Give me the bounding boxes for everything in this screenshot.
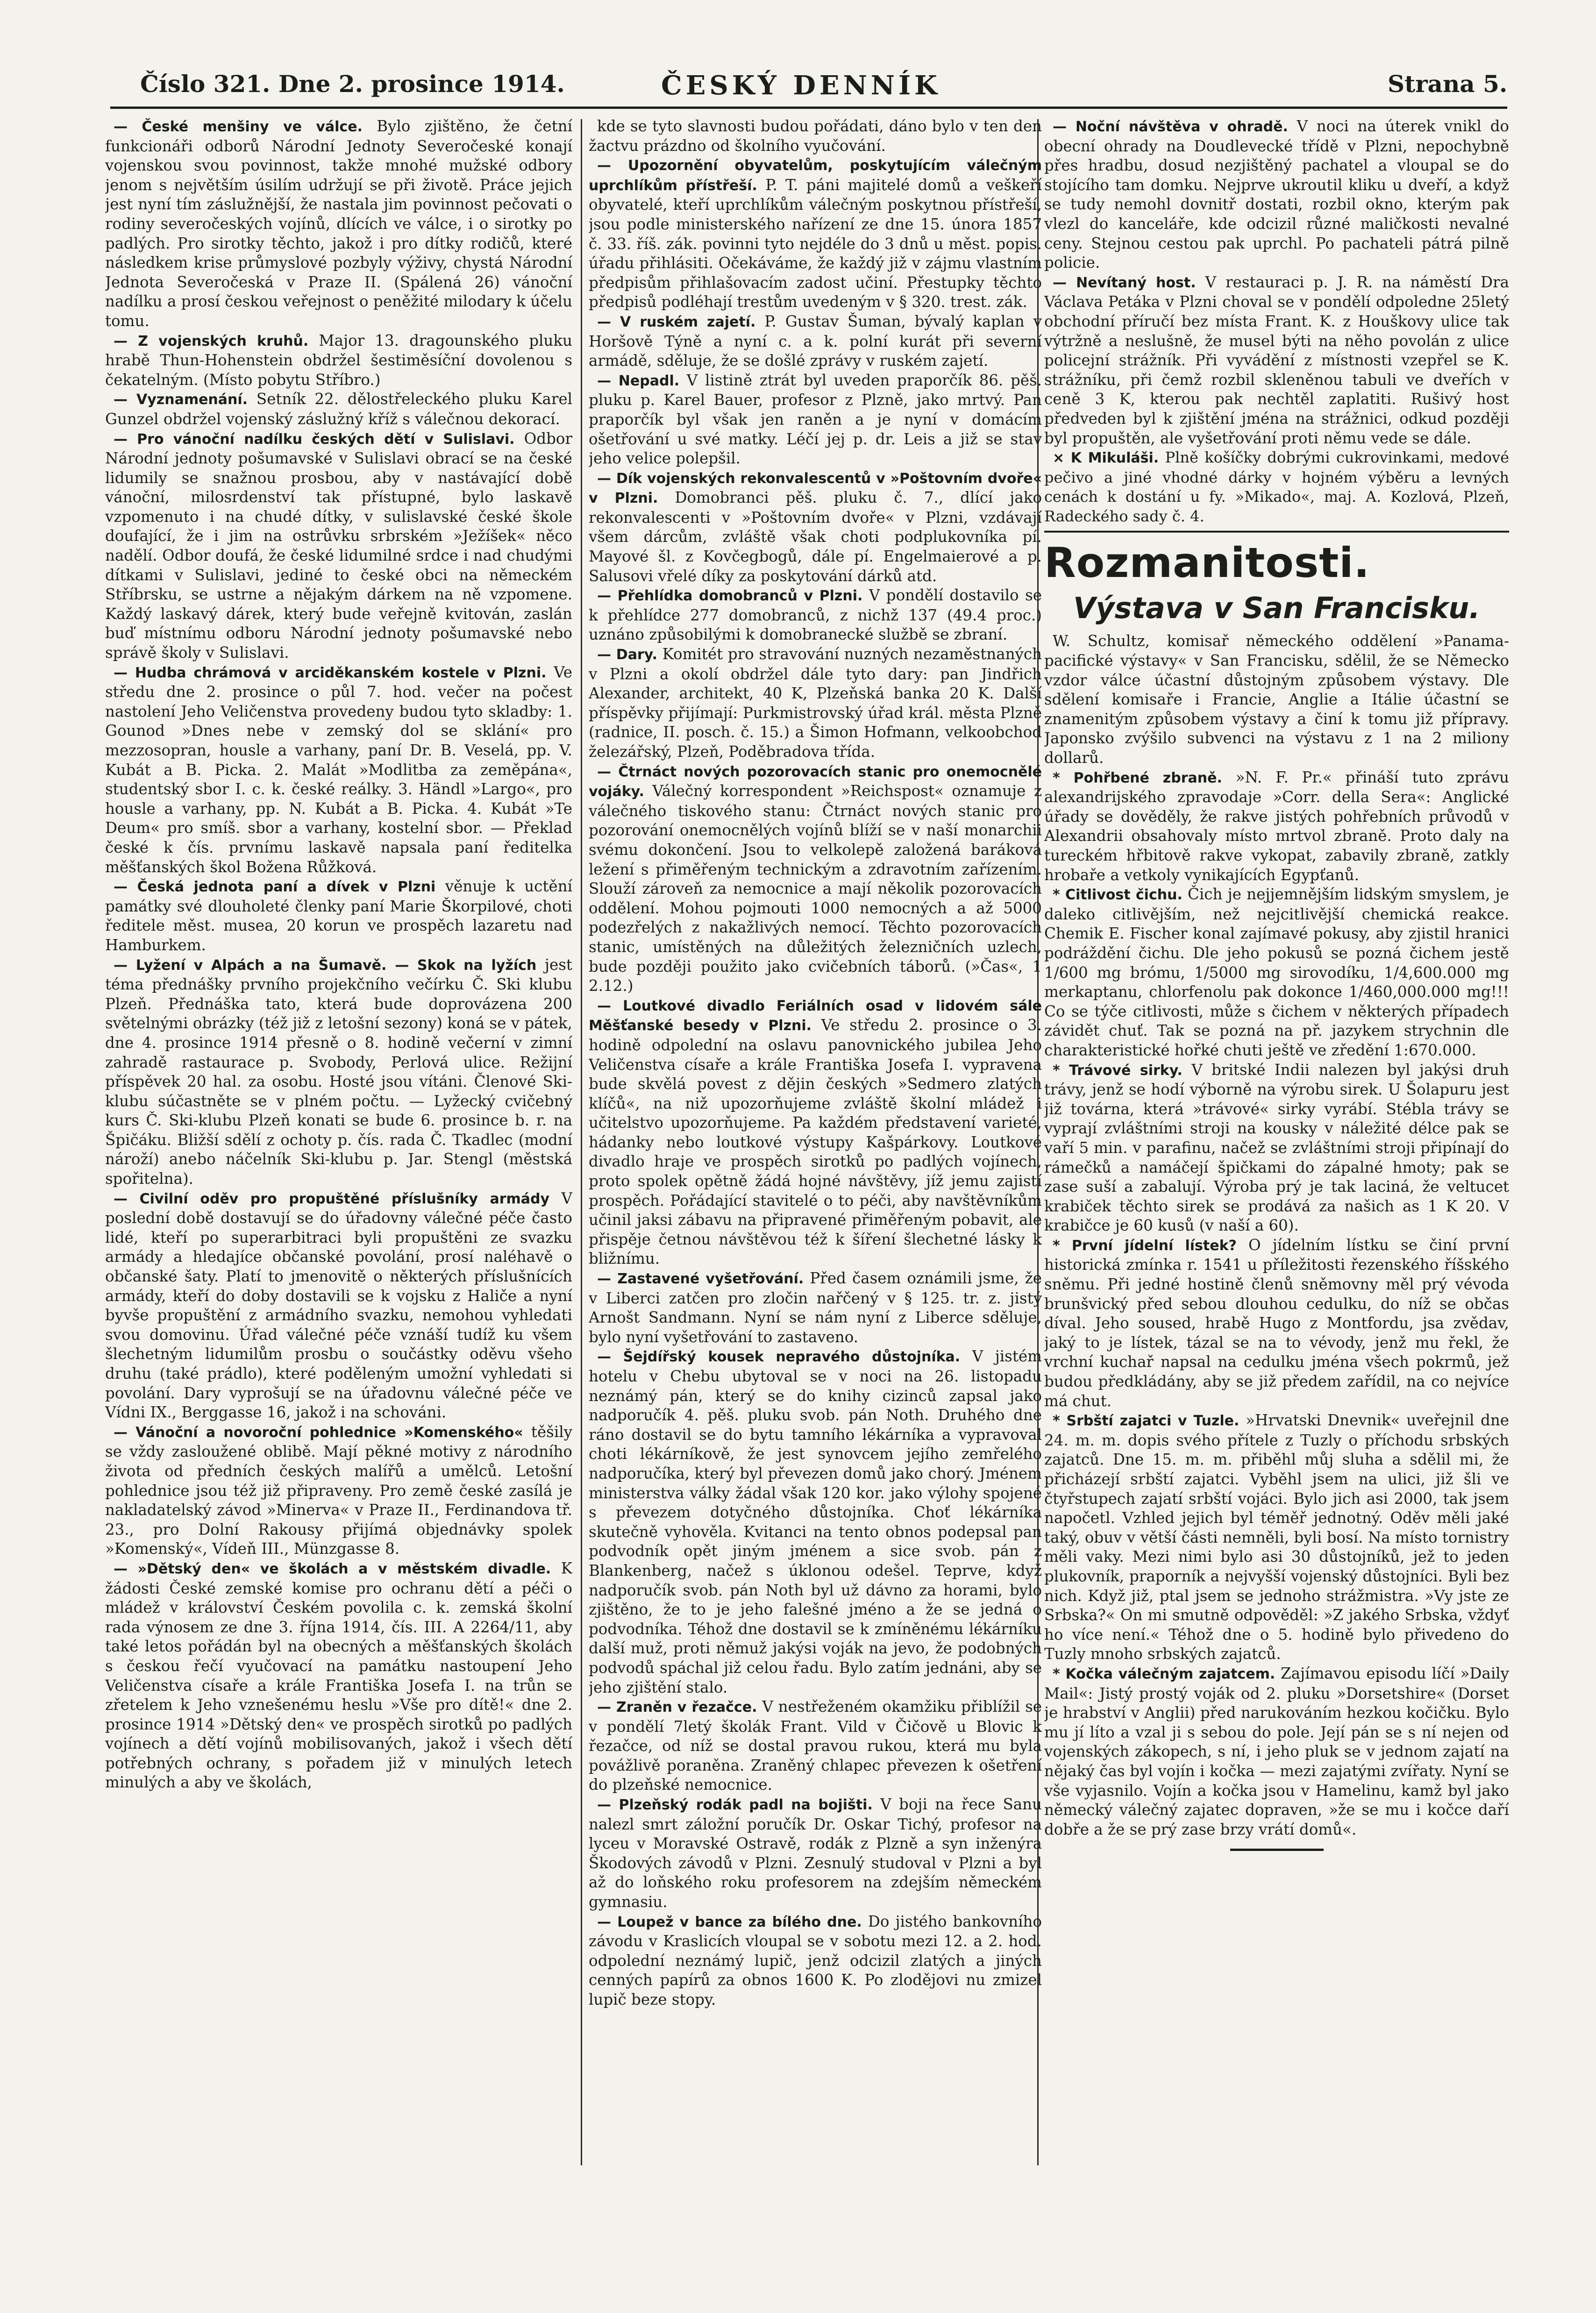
article-paragraph [105,1189,572,1423]
article-heading: — Vánoční a novoroční pohlednice »Komenského« [114,1424,523,1441]
article-paragraph [589,996,1042,1269]
article-heading: — Upozornění obyvatelům, poskytujícím válečným uprchlíkům přístřeší. [589,157,1042,194]
article-heading: * Citlivost čichu. [1053,887,1183,904]
article-paragraph [105,429,572,663]
article-body: Plně košíčky dobrými cukrovinkami, medové pečivo a jiné vhodné dárky v hojném výběru a levných cenách k dostání u fy. »Mikado«, maj. A. Kozlová, Plzeň, Radeckého sady č. 4. [1044,448,1509,525]
article-paragraph [1044,448,1509,526]
section-subtitle: Výstava v San Francisku. [1073,591,1480,626]
article-heading: — Zraněn v řezačce. [597,1699,757,1716]
column-1 [105,117,572,2182]
article-heading: — Hudba chrámová v arciděkanském kostele v Plzni. [114,664,547,681]
column-2 [589,117,1042,2154]
article-paragraph [1044,1411,1509,1664]
end-rule [1230,1849,1324,1851]
article-paragraph [589,469,1042,586]
article-heading: — Česká jednota paní a dívek v Plzni [114,879,436,896]
article-heading: * Trávové sirky. [1053,1062,1183,1079]
article-heading: — Loutkové divadlo Feriálních osad v lidovém sále Měšťanské besedy v Plzni. [589,997,1042,1034]
article-paragraph [1044,632,1509,768]
column-divider [581,119,582,2165]
article-heading: — »Dětský den« ve školách a v městském divadle. [114,1560,551,1577]
masthead-title: ČESKÝ DENNÍK [661,70,941,101]
article-paragraph [589,586,1042,645]
article-heading: * Pohřbené zbraně. [1053,769,1222,786]
article-body: V noci na úterek vnikl do obecní ohrady na Doudlevecké třídě v Plzni, nepochybně přes hradbu, dosud nezjištěný pachatel a vloupal se do stojícího tam domku. Nejprve ukroutil kliku u dveří, a když se tudy nemohl dovnitř dostati, rozbil okno, kterým pak vlezl do kanceláře, kde odcizil různé maličkosti nevalné ceny. Stejnou cestou pak uprchl. Po pachateli pátrá pilně policie. [1044,117,1509,272]
article-paragraph [105,331,572,390]
article-body: Major 13. dragounského pluku hrabě Thun-Hohenstein obdržel šestiměsíční dovolenou s čekatelným. (Místo pobytu Stříbro.) [105,331,572,389]
article-heading: — Zastavené vyšetřování. [597,1271,804,1288]
article-body: Domobranci pěš. pluku č. 7., dlící jako rekonvalescenti v »Poštovním dvoře« v Plzni, vzdávají všem dárcům, zvláště však choti podplukovníka pí. Mayové šl. z Kovčegbogů, dále pí. Engelmaierové a p. Salusovi vřelé díky za poskytování dárků atd. [589,489,1042,585]
article-paragraph [105,955,572,1189]
article-body: V restauraci p. J. R. na náměstí Dra Václava Petáka v Plzni choval se v pondělí odpoledne 25letý obchodní příručí bez místa Frant. K. z Houškovy ulice tak výtržně a neslušně, že musel býti na něho povolán z ulice policejní strážník. Při vyvádění z místnosti vzepřel se K. strážníku, při čemž rozbil skleněnou tabuli ve dveřích v ceně 3 K, kterou pak nechtěl zaplatiti. Rušivý host předveden byl k zjištění jména na strážnici, odkud později byl propuštěn, ale vyšetřování proti němu vede se dále. [1044,273,1509,447]
article-body: V jistém hotelu v Chebu ubytoval se v noci na 26. listopadu neznámý pán, který se do knihy cizinců zapsal jako nadporučík 4. pěš. pluku svob. pán Noth. Druhého dne ráno dostavil se do bytu tamního lékárníka a vypravoval choti lékárníkově, že jest synovcem jejího zemřelého nadporučíka, který byl převezen domů jako chorý. Jménem ministerstva války žádal však 120 kor. jako výlohy spojené s převezem dotyčného důstojníka. Choť lékárníka skutečně vyhověla. Kvitanci na tento obnos podepsal pan podvodník opět jiným jménem a sice svob. pán z Blankenberg, načež s úklonou odešel. Teprve, když nadporučík svob. pán Noth byl už dávno za horami, bylo zjištěno, že to je jeho falešné jméno a že se jedná o podvodníka. Téhož dne dostavil se k zmíněnému lékárníku další muž, proti němuž jakýsi voják na jevo, že podobných podvodů spáchal již celou řadu. Bylo zatím jednáni, aby se jeho zjištění stalo. [589,1347,1042,1696]
article-paragraph [589,762,1042,996]
article-paragraph [1044,1060,1509,1236]
article-paragraph [589,1347,1042,1697]
article-heading: — Pro vánoční nadílku českých dětí v Sulislavi. [114,431,515,448]
article-heading: — Nepadl. [597,372,680,389]
article-body: V listině ztrát byl uveden praporčík 86. pěš. pluku p. Karel Bauer, profesor z Plzně, jako mrtvý. Pan praporčík byl však jen raněn a je nyní v domácím ošetřování u své matky. Léčí jej p. dr. Leis a již se stav jeho velice polepšil. [589,371,1042,468]
article-paragraph [1044,768,1509,885]
article-paragraph [105,1423,572,1559]
section-title: Rozmanitosti. [1044,539,1370,587]
article-body: V poslední době dostavují se do úřadovny válečné péče často lidé, kteří po superarbitraci byli propuštěni ze svazku armády a hledajíce občanské povolání, prosí naléhavě o občanské šaty. Platí to jmenovitě o některých příslušnících armády, kteří do doby dostavili se k vojsku z Haliče a nyní byvše propuštění z armádního svazku, nemohou vyhledati svou domovinu. Úřad válečné péče vznáší tudíž ku všem šlechetným lidumilům prosbu o součástky oděvu všeho druhu (také prádlo), které poděleným umožní vyhledati si povolání. Dary vyprošují se na úřadovnu válečné péče ve Vídni IX., Berggasse 16, jakož i na schováni. [105,1189,572,1422]
article-paragraph [589,1912,1042,2010]
article-paragraph [589,1795,1042,1912]
article-heading: — Čtrnáct nových pozorovacích stanic pro onemocnělé vojáky. [589,763,1042,800]
article-heading: — Plzeňský rodák padl na bojišti. [597,1797,873,1814]
article-heading: × K Mikuláši. [1053,450,1159,467]
article-paragraph [105,663,572,877]
article-paragraph [589,645,1042,762]
article-body: Ve středu dne 2. prosince o půl 7. hod. večer na počest nastolení Jeho Veličenstva provedeny budou tyto skladby: 1. Gounod »Dnes nebe v zemský dol se sklání« pro mezzosopran, housle a varhany, paní Dr. B. Veselá, pp. V. Kubát a B. Picka. 2. Malát »Modlitba za zeměpána«, studentský sbor I. c. k. české reálky. 3. Händl »Largo«, pro housle a varhany, pp. N. Kubát a B. Picka. 4. Kubát »Te Deum« pro smíš. sbor a varhany, kostelní sbor. — Překlad české k čís. prvnímu laskavě napsala paní ředitelka měšťanských škol Božena Růžková. [105,663,572,876]
section-separator [1044,531,1509,533]
article-heading: * Srbští zajatci v Tuzle. [1053,1413,1240,1430]
article-heading: * První jídelní lístek? [1053,1237,1237,1254]
article-body: Odbor Národní jednoty pošumavské v Sulislavi obrací se na české lidumily se snažnou prosbou, aby v nastávající době vánoční, milosrdenství tak přístupné, bylo laskavě vzpomenuto i na chudé dítky, v sulislavské české škole doufající, že i jim na ostrůvku srbrském »Ježíšek« něco nadělí. Odbor doufá, že české lidumilné srdce i nad chudými dítkami v Sulislavi, jediné to české obci na německém Stříbrsku, se ustrne a nějakým dárkem na ně vzpomene. Každý laskavý dárek, který bude veřejně kvitován, zaslán buď místnímu odboru Národní jednoty pošumavské nebo správě školy v Sulislavi. [105,429,572,662]
article-paragraph [589,117,1042,156]
article-paragraph [589,1697,1042,1795]
article-body: W. Schultz, komisař německého oddělení »Panama-pacifické výstavy« v San Francisku, sdělil, že se Německo vzdor válce účastní důstojným způsobem výstavy. Dle sdělení komisaře i Francie, Anglie a Itálie účastní se znamenitým způsobem výstavy a činí k tomu již přípravy. Japonsko zvýšilo subvenci na výstavu z 1 na 2 miliony dollarů. [1044,632,1509,767]
article-body: Do jistého bankovního závodu v Kraslicích vloupal se v sobotu mezi 12. a 2. hod. odpolední neznámý lupič, jenž odcizil zlatých a jiných cenných papírů za obnos 1600 K. Po zlodějovi nu zmizel lupič beze stopy. [589,1912,1042,2008]
header-rule [110,107,1507,109]
article-body: Čich je nejjemnějším lidským smyslem, je daleko citlivějším, než nejcitlivější chemická reakce. Chemik E. Fischer konal zajímavé pokusy, aby zjistil hranici podráždění čichu. Dle jeho pokusů se pozná čichem jestě 1/600 mg brómu, 1/5000 mg sirovodíku, 1/4,600.000 mg merkaptanu, chlorfenolu pak dokonce 1/460,000.000 mg!!! Co se týče citlivosti, může s čichem v některých případech závidět chuť. Tak se pozná na př. jazykem strychnin dle charakteristické hořké chuti ještě ve zředění 1:670.000. [1044,885,1509,1059]
article-body: »N. F. Pr.« přináší tuto zprávu alexandrijského zpravodaje »Corr. della Sera«: Anglické úřady se dověděly, že rakve jistých pohřebních průvodů v Alexandrii obsahovaly místo mrtvol zbraně. Proto daly na tureckém hřbitově rakve vykopat, zabavily zbraně, zatkly hrobaře a vetkoly vynikajících Egypťanů. [1044,768,1509,884]
article-heading: * Kočka válečným zajatcem. [1053,1665,1275,1682]
article-body: O jídelním lístku se činí první historická zmínka r. 1541 u příležitosti řezenského říšského sněmu. Při jedné hostině členů sněmovny měl prý vévoda brunšvický před sebou dlouhou cedulku, do níž se občas díval. Jeho soused, hrabě Hugo z Montfordu, jsa zvědav, jaký to je lístek, tázal se na to vévody, jenž mu řekl, že vrchní kuchař napsal na cedulku jména všech pokrmů, jež budou předkládány, aby se již předem zařídil, na co nejvíce má chut. [1044,1236,1509,1410]
article-body: P. T. páni majitelé domů a veškeří obyvatelé, kteří uprchlíkům válečným poskytnou přístřeší, jsou podle ministerského nařízení ze dne 15. února 1857 č. 33. říš. zák. povinni tyto nejdéle do 3 dnů u měst. popis. úřadu přihlásiti. Očekáváme, že každý již v zájmu vlastním předpisům přihlašovacím zadost učiní. Přestupky těchto předpisů podléhají trestům uvedeným v § 320. trest. zák. [589,176,1042,311]
article-body: kde se tyto slavnosti budou pořádati, dáno bylo v ten den žactvu prázdno od školního vyučování. [589,117,1042,155]
column-3 [1044,117,1509,2182]
article-heading: — Šejdířský kousek nepravého důstojníka. [597,1349,961,1366]
article-body: Ve středu 2. prosince o 3. hodině odpolední na oslavu panovnického jubilea Jeho Veličenstva císaře a krále Františka Josefa I. vypravena bude skvělá povest z dějin českých »Sedmero zlatých klíčů«, na niž upozorňujeme zvláště školní mládež i učitelstvo upozorňujeme. Pa každém představení varieté, hádanky nebo loutkové výstupy Kašpárkovy. Loutkové divadlo hraje ve prospěch sirotků po padlých vojínech, proto spolek opětně žádá hojné návštěvy, jíž jemu zajistí prospěch. Pořádající stavitelé o to péči, aby navštěvníkům učinil jaksi zábavu na připravené přiměřeným pobavit, ale přispěje četnou návštěvou též k šíření šlechetné lásky k bližnímu. [589,1016,1042,1268]
article-body: Válečný korrespondent »Reichspost« oznamuje z válečného tiskového stanu: Čtrnáct nových stanic pro pozorování onemocnělých vojínů blíží se v naší monarchii svému dokončení. Jsou to velkolepě založená baráková ležení s přiměřeným technickým a zdravotním zařízením. Slouží zároveň za nemocnice a mají několik pozorovacích oddělení. Mohou pojmouti 1000 nemocných a až 5000 podezřelých z nakažlivých nemocí. Těchto pozorovacích stanic, umístěných na důležitých železničních uzlech, bude později použito jako cvičebních táborů. (»Čas«, 1 2.12.) [589,782,1042,995]
article-heading: — Z vojenských kruhů. [114,333,309,349]
article-paragraph [1044,273,1509,448]
article-paragraph [1044,1664,1509,1839]
article-heading: — České menšiny ve válce. [114,119,363,135]
article-heading: — Vyznamenání. [114,391,248,408]
article-paragraph [1044,885,1509,1060]
article-body: P. Gustav Šuman, bývalý kaplan v Horšově Týně a nyní c. a k. polní kurát při severní armádě, sděluje, že se došlé zprávy v ruském zajetí. [589,312,1042,370]
article-body: věnuje k uctění památky své dlouholeté členky paní Marie Škorpilové, choti ředitele měst. musea, 20 korun ve prospěch lazaretu nad Hamburkem. [105,877,572,954]
article-paragraph [105,117,572,331]
article-body: V nestřeženém okamžiku přiblížil se v pondělí 7letý školák Frant. Vild v Čičově u Blovic k řezačce, od níž se dostal pravou rukou, která mu byla povážlivě poraněna. Zraněný chlapec převezen k ošetření do plzeňské nemocnice. [589,1698,1042,1794]
article-paragraph [589,312,1042,371]
article-heading: — V ruském zajetí. [597,313,756,330]
article-paragraph [589,156,1042,312]
article-body: Před časem oznámili jsme, že v Liberci zatčen pro zločin nařčený v § 125. tr. z. jistý Arnošt Sandmann. Nyní se nám nyní z Liberce sděluje, bylo nyní vyšetřování to zastaveno. [589,1269,1042,1346]
article-body: Bylo zjištěno, že četní funkcionáři odborů Národní Jednoty Severočeské konají vojenskou svou povinnost, takže mnohé mužské odbory jenom s největším úsilím udržují se při životě. Práce jejich jest nyní tím záslužnější, že nastala jim povinnost pečovati o rodiny severočeských vojínů, dlících ve válce, i o sirotky po padlých. Pro sirotky těchto, jakož i pro dítky rodičů, které následkem krise průmyslové pozbyly výživy, chystá Národní Jednota Severočeská v Praze II. (Spálená 26) vánoční nadílku a prosí českou veřejnost o peněžité milodary k účelu tomu. [105,117,572,330]
article-body: V pondělí dostavilo se k přehlídce 277 domobranců, z nichž 137 (49.4 proc.) uznáno způsobilými k domobranecké službě se zbraní. [589,586,1042,644]
article-body: »Hrvatski Dnevnik« uveřejnil dne 24. m. m. dopis svého přítele z Tuzly o příchodu srbských zajatců. Dne 15. m. m. přiběhl můj sluha a sdělil mi, že přicházejí srbští zajatci. Vyběhl jsem na ulici, již šli ve čtyřstupech zajatí srbští vojáci. Bylo jich asi 2000, tak jsem napočetl. Vzhled jejich byl téměř jednotný. Oděv měli jaké taký, obuv v větší části nemněli, byli bosí. Na místo tornistry měli vaky. Mezi nimi bylo asi 30 důstojníků, jež to jeden plukovník, praporník a nejvyšší vojenský důstojníci. Byli bez nich. Když již, ptal jsem se jednoho strážmistra. »Vy jste ze Srbska?« On mi smutně odpověděl: »Z jakého Srbska, vždyť ho více není.« Téhož dne o 5. hodině bylo přivedeno do Tuzly mnoho srbských zajatců. [1044,1411,1509,1663]
article-heading: — Lyžení v Alpách a na Šumavě. — Skok na lyžích [114,957,537,974]
article-paragraph [1044,117,1509,273]
article-body: V boji na řece Sanu nalezl smrt záložní poručík Dr. Oskar Tichý, profesor na lyceu v Moravské Ostravě, rodák z Plzně a syn inženýra Škodových závodů v Plzni. Zesnulý studoval v Plzni a byl až do loňského roku profesorem na zdejším německém gymnasiu. [589,1795,1042,1911]
page-number: Strana 5. [1388,70,1508,98]
article-body: K žádosti České zemské komise pro ochranu dětí a péči o mládež v království Českém povolila c. k. zemská školní rada výnosem ze dne 3. října 1914, čís. III. A 2264/11, aby také letos pořádán byl na obecných a měšťanských školách s českou řečí vyučovací na památku nastoupení Jeho Veličenstva císaře a krále Františka Josefa I. na trůn se zřetelem k Jeho vznešenému heslu »Vše pro dítě!« dne 2. prosince 1914 »Dětský den« ve prospěch sirotků po padlých vojínech a dětí vojínů mobilisovaných, jakož i všech dětí potřebných ochrany, s pořadem již v minulých letech minulých a aby ve školách, [105,1559,572,1792]
article-heading: — Dík vojenských rekonvalescentů v »Poštovním dvoře« v Plzni. [589,470,1042,507]
article-heading: — Dary. [597,647,657,663]
article-body: Komitét pro stravování nuzných nezaměstnaných v Plzni a okolí obdržel dále tyto dary: pan Jindřich Alexander, architekt, 40 K, Plzeňská banka 20 K. Další příspěvky přijímají: Purkmistrovský úřad král. města Plzně (radnice, II. posch. č. 15.) a Šimon Hofmann, velkoobchod železářský, Plzeň, Poděbradova třída. [589,645,1042,761]
issue-number-date: Číslo 321. Dne 2. prosince 1914. [140,70,565,98]
article-body: těšily se vždy zasloužené oblibě. Mají pěkné motivy z národního života od předních českých malířů a umělců. Letošní pohlednice jsou též již připraveny. Pro země české zasílá je nakladatelský závod »Minerva« v Praze II., Ferdinandova tř. 23., pro Dolní Rakousy přijímá objednávky spolek »Komenský«, Vídeň III., Münzgasse 8. [105,1423,572,1558]
article-paragraph [105,877,572,955]
article-body: jest téma přednášky prvního projekčního večírku Č. Ski klubu Plzeň. Přednáška tato, která bude doprovázena 200 světelnými obrázky (též již z letošní sezony) koná se v pátek, dne 4. prosince 1914 přesně o 8. hodině večerní v zimní zahradě rastaurace p. Svobody, Perlová ulice. Režijní příspěvek 20 hal. za osobu. Hosté jsou vítáni. Členové Ski-klubu súčastněte se v plném počtu. — Lyžecký cvičebný kurs Č. Ski-klubu Plzeň konati se bude 6. prosince b. r. na Špičáku. Bližší sdělí z ochoty p. čís. rada Č. Tkadlec (modní nároží) anebo náčelník Ski-klubu p. Jar. Stengl (městská spořitelna). [105,955,572,1188]
article-heading: — Nevítaný host. [1053,274,1196,291]
article-paragraph [105,1559,572,1793]
article-body: Zajímavou episodu líčí »Daily Mail«: Jistý prostý voják od 2. pluku »Dorsetshire« (Dorset je hrabství v Anglii) před narukováním hezkou kočičku. Bylo mu jí líto a vzal ji s sebou do pole. Její pán se s ní nejen od vojenských zákopech, s ní, i jeho pluk se v jednom zajatí na nějaký čas byl vojín i kočka — mezi zajatými zvířaty. Nyní se vše vyjasnilo. Vojín a kočka jsou v Hamelinu, kamž byl jako německý válečný zajatec dopraven, »že se mu i kočce daří dobře a že se prý zase brzy vrátí domů«. [1044,1664,1509,1838]
article-heading: — Přehlídka domobranců v Plzni. [597,588,863,605]
article-paragraph [105,390,572,429]
article-heading: — Loupež v bance za bílého dne. [597,1914,862,1930]
article-body: Setník 22. dělostřeleckého pluku Karel Gunzel obdržel vojenský záslužný kříž s válečnou dekorací. [105,390,572,428]
article-paragraph [589,371,1042,469]
article-heading: — Noční návštěva v ohradě. [1053,119,1288,135]
article-paragraph [1044,1236,1509,1411]
article-body: V britské Indii nalezen byl jakýsi druh trávy, jenž se hodí výborně na výrobu sirek. U Šolapuru jest již továrna, která »trávové« sirky vyrábí. Stébla trávy se vyprají zvláštními stroji na kousky v náležité délce pak se vaří 5 min. v parafinu, načež se zvláštními stroji připínají do rámečků a namáčejí špičkami do zápalné hmoty; pak se zase suší a zabalují. Výroba prý je tak laciná, že veltucet krabiček těchto sirek se prodává za našich as 1 K 20. V krabičce je 60 kusů (v naší a 60). [1044,1060,1509,1235]
article-paragraph [589,1269,1042,1347]
article-heading: — Civilní oděv pro propuštěné příslušníky armády [114,1190,550,1207]
